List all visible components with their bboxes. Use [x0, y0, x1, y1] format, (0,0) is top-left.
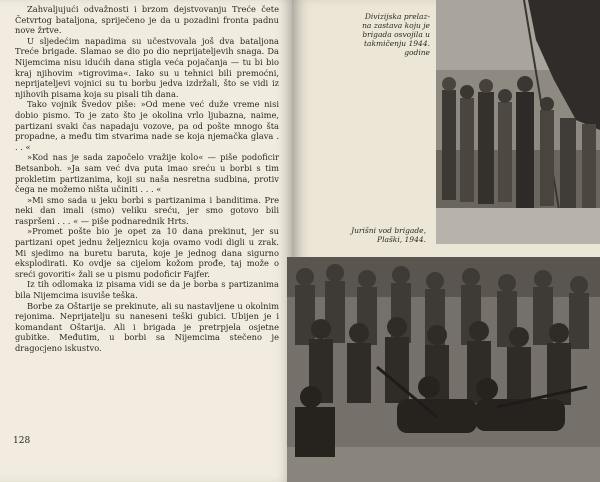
photo-caption-assault-platoon: Jurišni vod brigade, Plaški, 1944.: [351, 226, 426, 244]
photo-flag-soldiers: [436, 0, 600, 244]
photo-assault-platoon: [287, 257, 600, 482]
paragraph: »Promet pošte bio je opet za 10 dana prekinut, jer su partizani opet jednu željeznicu koja ovamo vodi digli u zrak. Mi sjedimo na buretu baruta, koje je jednog dana sigurno eksplodirati. Ko ovdje sa cijelom kožom prođe, taj može o sreći govoriti« žali se u pismu podoficir Fajfer.: [15, 226, 279, 279]
paragraph: U sljedećim napadima su učestvovala još dva bataljona Treće brigade. Slamao se dio po dio neprijateljevih snaga. Da Nijemcima nisu idućih dana stigla veća pojačanja — tu bi bio kraj njihovim »tigrovima«. Iako su u tehnici bili premoćni, neprijateljevi vojnici su tu borbu jedva izdržali, što se vidi iz njihovih pisama koja su pisali tih dana.: [15, 35, 279, 99]
body-text: [15, 4, 279, 354]
paragraph: Borbe za Oštarije se prekinute, ali su nastavljene u okolnim rejonima. Neprijatelju su naneseni teški gubici. Ubijen je i komandant Oštarija. Ali i brigada je pretrpjela osjetne gubitke. Međutim, u borbi sa Nijemcima stečeno je dragocjeno iskustvo.: [15, 300, 279, 353]
paragraph: Iz tih odlomaka iz pisama vidi se da je borba s partizanima bila Nijemcima isuviše teška.: [15, 279, 279, 301]
paragraph: »Mi smo sada u jeku borbi s partizanima i banditima. Pre neki dan imali (smo) veliku sreću, jer smo gotovo bili raspršeni . . . « — piše podnarednik Hrts.: [15, 194, 279, 226]
page-number: 128: [13, 436, 31, 446]
paragraph: Tako vojnik Švedov piše: »Od mene već duže vreme nisi dobio pismo. To je zato što je okolina vrlo ljubazna, naime, partizani svaki čas napadaju vozove, pa od pošte mnogo šta propadne, a među tim stvarima nade se koja njemačka glava . . . «: [15, 99, 279, 152]
photo-caption-flag: Divizijska prelaz- na zastava koju je brigada osvojila u takmičenju 1944. godine: [362, 12, 430, 57]
paragraph: Zahvaljujući odvažnosti i brzom dejstvovanju Treće čete Četvrtog bataljona, spriječeno je da u pozadini fronta padnu nove žrtve.: [15, 4, 279, 36]
paragraph: »Kod nas je sada započelo vražije kolo« — piše podoficir Betsanboh. »Ja sam već dva puta imao sreću u borbi s tim prokletim partizanima, koji su naša nesretna sudbina, protiv čega ne možemo ništa učiniti . . . «: [15, 152, 279, 195]
left-page: [0, 0, 292, 482]
